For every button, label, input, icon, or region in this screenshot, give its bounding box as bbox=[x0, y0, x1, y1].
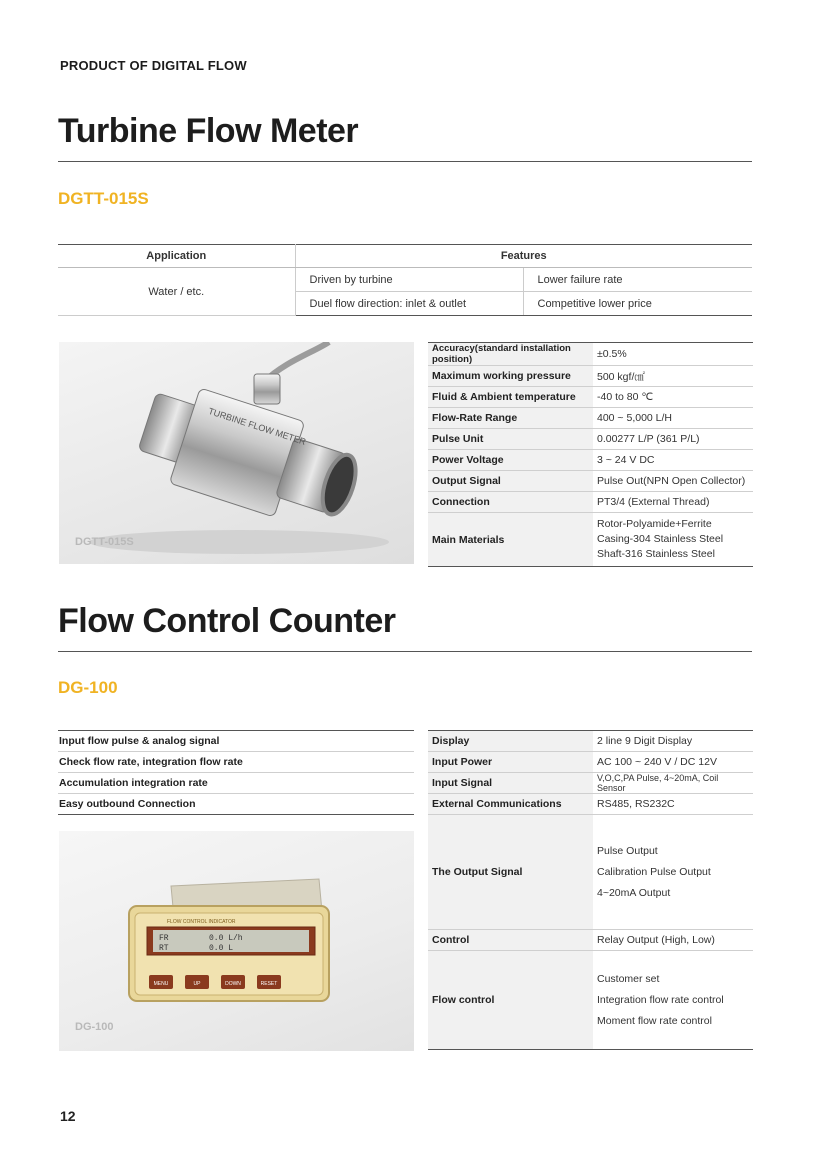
spec-value-line: Moment flow rate control bbox=[597, 1014, 712, 1027]
turbine-title-rule bbox=[58, 161, 752, 162]
counter-feature-list bbox=[58, 730, 414, 815]
spec-value: ±0.5% bbox=[593, 343, 753, 366]
spec-key: Main Materials bbox=[428, 513, 593, 567]
turbine-title: Turbine Flow Meter bbox=[58, 112, 359, 150]
turbine-photo-caption: DGTT-015S bbox=[75, 536, 134, 548]
spec-key: Flow-Rate Range bbox=[428, 408, 593, 429]
spec-value-multiline bbox=[593, 815, 753, 930]
page-number: 12 bbox=[60, 1108, 76, 1124]
spec-value: Pulse Out(NPN Open Collector) bbox=[593, 471, 753, 492]
counter-title: Flow Control Counter bbox=[58, 602, 396, 640]
display-line2-value: 0.0 L bbox=[209, 944, 234, 953]
spec-value: 2 line 9 Digit Display bbox=[593, 731, 753, 752]
spec-key: Power Voltage bbox=[428, 450, 593, 471]
spec-value-line: Pulse Output bbox=[597, 844, 658, 857]
spec-key: Input Power bbox=[428, 752, 593, 773]
spec-key: Output Signal bbox=[428, 471, 593, 492]
feature-cell: Competitive lower price bbox=[523, 292, 752, 316]
spec-key: External Communications bbox=[428, 794, 593, 815]
spec-value: -40 to 80 ℃ bbox=[593, 387, 753, 408]
spec-value-line: Integration flow rate control bbox=[597, 993, 724, 1006]
feature-item: Easy outbound Connection bbox=[58, 794, 414, 815]
spec-value: AC 100 ~ 240 V / DC 12V bbox=[593, 752, 753, 773]
spec-value-line: Rotor-Polyamide+Ferrite bbox=[597, 518, 712, 530]
turbine-spec-table bbox=[428, 342, 753, 567]
turbine-photo bbox=[59, 342, 414, 564]
spec-key: Control bbox=[428, 930, 593, 951]
features-header: Features bbox=[295, 245, 752, 268]
feature-cell: Lower failure rate bbox=[523, 268, 752, 292]
spec-key: Input Signal bbox=[428, 773, 593, 794]
feature-cell: Duel flow direction: inlet & outlet bbox=[295, 292, 523, 316]
spec-key: Pulse Unit bbox=[428, 429, 593, 450]
spec-key: Fluid & Ambient temperature bbox=[428, 387, 593, 408]
spec-key: Accuracy(standard installation position) bbox=[428, 343, 593, 366]
spec-value-line: 4~20mA Output bbox=[597, 886, 671, 899]
up-button-label: UP bbox=[193, 981, 201, 987]
spec-value: V,O,C,PA Pulse, 4~20mA, Coil Sensor bbox=[593, 773, 753, 794]
flow-control-indicator-image bbox=[59, 831, 414, 1051]
application-value: Water / etc. bbox=[58, 268, 295, 316]
header-label: PRODUCT OF DIGITAL FLOW bbox=[60, 58, 247, 73]
spec-key: Maximum working pressure bbox=[428, 366, 593, 387]
spec-key: The Output Signal bbox=[428, 815, 593, 930]
device-brand: FLOW CONTROL INDICATOR bbox=[167, 919, 236, 925]
spec-key: Connection bbox=[428, 492, 593, 513]
spec-key: Display bbox=[428, 731, 593, 752]
spec-key: Flow control bbox=[428, 951, 593, 1050]
spec-value-multiline bbox=[593, 951, 753, 1050]
spec-value: 3 ~ 24 V DC bbox=[593, 450, 753, 471]
down-button-label: DOWN bbox=[225, 981, 241, 987]
application-header: Application bbox=[58, 245, 295, 268]
spec-value: 400 ~ 5,000 L/H bbox=[593, 408, 753, 429]
feature-item: Accumulation integration rate bbox=[58, 773, 414, 794]
display-line1-value: 0.0 L/h bbox=[209, 934, 243, 943]
spec-value-line: Calibration Pulse Output bbox=[597, 865, 711, 878]
counter-photo-caption: DG-100 bbox=[75, 1021, 114, 1033]
turbine-model: DGTT-015S bbox=[58, 189, 149, 208]
turbine-engraving: TURBINE FLOW METER bbox=[207, 405, 308, 447]
counter-photo bbox=[59, 831, 414, 1051]
feature-cell: Driven by turbine bbox=[295, 268, 523, 292]
spec-value: 0.00277 L/P (361 P/L) bbox=[593, 429, 753, 450]
feature-item: Check flow rate, integration flow rate bbox=[58, 752, 414, 773]
counter-spec-table bbox=[428, 730, 753, 1050]
spec-value-line: Customer set bbox=[597, 972, 660, 985]
display-line2-label: RT bbox=[159, 944, 169, 953]
spec-value: Relay Output (High, Low) bbox=[593, 930, 753, 951]
reset-button-label: RESET bbox=[260, 981, 278, 987]
application-table bbox=[58, 244, 752, 316]
display-line1-label: FR bbox=[159, 934, 169, 943]
menu-button-label: MENU bbox=[153, 981, 169, 987]
counter-title-rule bbox=[58, 651, 752, 652]
feature-item: Input flow pulse & analog signal bbox=[58, 731, 414, 752]
turbine-flow-meter-image bbox=[59, 342, 414, 564]
spec-value: PT3/4 (External Thread) bbox=[593, 492, 753, 513]
spec-value-line: Shaft-316 Stainless Steel bbox=[597, 548, 715, 560]
spec-value: 500 kgf/㎠ bbox=[593, 366, 753, 387]
spec-value: RS485, RS232C bbox=[593, 794, 753, 815]
spec-value-line: Casing-304 Stainless Steel bbox=[597, 533, 724, 545]
counter-model: DG-100 bbox=[58, 678, 118, 697]
spec-value-multiline bbox=[593, 513, 753, 567]
